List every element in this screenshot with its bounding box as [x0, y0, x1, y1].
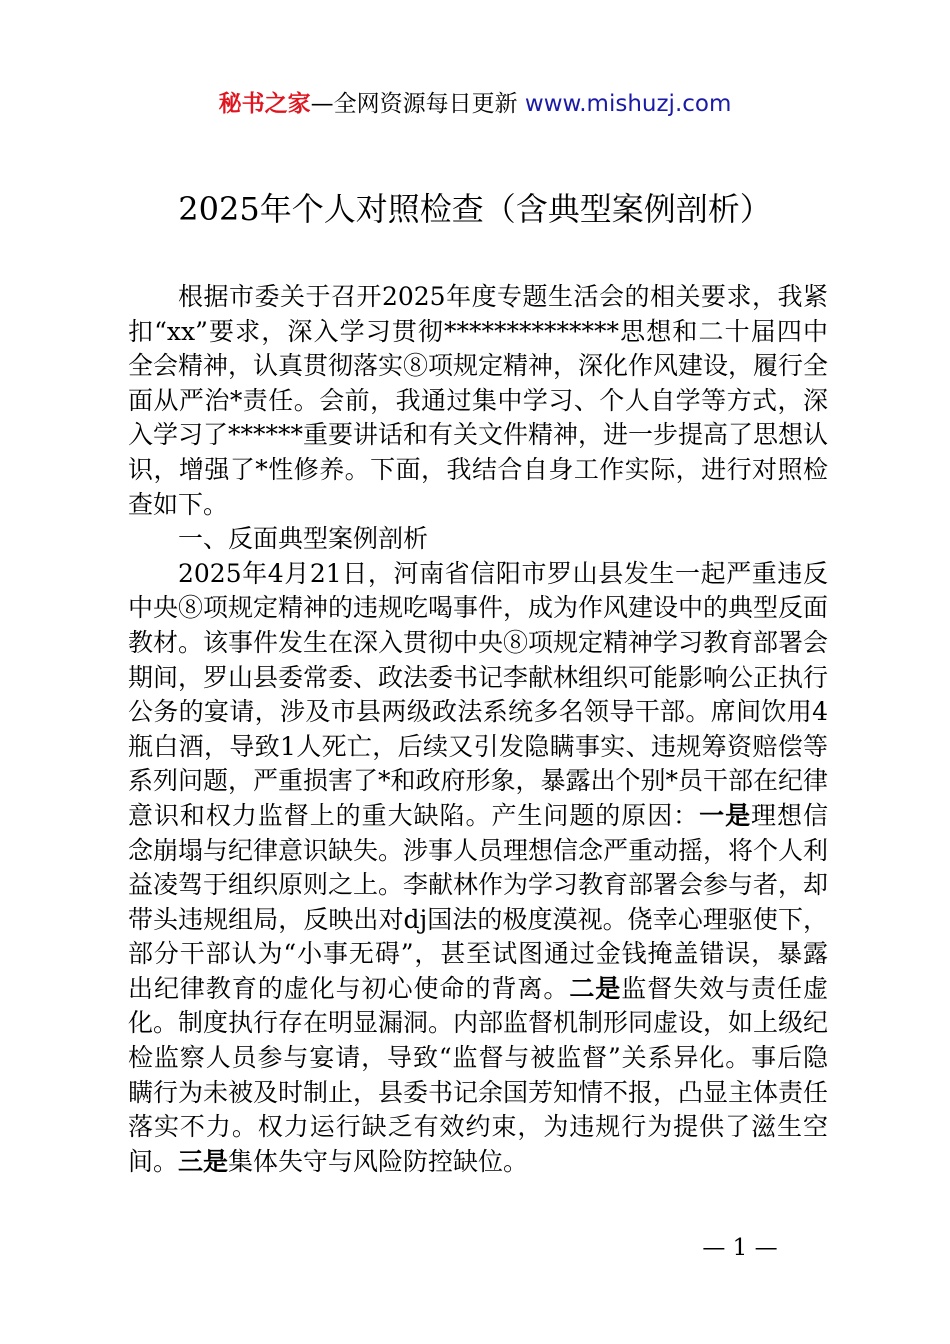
- page-number: — 1 —: [702, 1235, 778, 1261]
- cause-3-text: 集体失守与风险防控缺位。: [228, 1146, 529, 1176]
- document-body: [128, 280, 828, 1179]
- section-heading: 一、反面典型案例剖析: [178, 524, 429, 554]
- cause-1-text: 理想信念崩塌与纪律意识缺失。涉事人员理想信念严重动摇，将个人利益凌驾于组织原则之上。李献林作为学习教育部署会参与者，却带头违规组局，反映出对dj国法的极度漠视。侥幸心理驱使下，部分干部认为“小事无碍”，甚至试图通过金钱掩盖错误，暴露出纪律教育的虚化与初心使命的背离。: [128, 800, 829, 1003]
- cause-2-label: 二是: [569, 973, 622, 1003]
- intro-paragraph: 根据市委关于召开2025年度专题生活会的相关要求，我紧扣“xx”要求，深入学习贯彻**************思想和二十届四中全会精神，认真贯彻落实⑧项规定精神，深化作风建设，履行全面从严治*责任。会前，我通过集中学习、个人自学等方式，深入学习了******重要讲话和有关文件精神，进一步提高了思想认识，增强了*性修养。下面，我结合自身工作实际，进行对照检查如下。: [128, 282, 829, 519]
- site-brand: 秘书之家: [218, 91, 311, 117]
- site-slogan: —全网资源每日更新: [310, 91, 525, 117]
- cause-2-text: 监督失效与责任虚化。制度执行存在明显漏洞。内部监督机制形同虚设，如上级纪检监察人员参与宴请，导致“监督与被监督”关系异化。事后隐瞒行为未被及时制止，县委书记余国芳知情不报，凸显主体责任落实不力。权力运行缺乏有效约束，为违规行为提供了滋生空间。: [128, 973, 829, 1176]
- case-paragraph: [128, 557, 828, 1180]
- site-header: [0, 84, 950, 124]
- cause-3-label: 三是: [178, 1146, 229, 1176]
- document-title: 2025年个人对照检查（含典型案例剖析）: [178, 190, 772, 228]
- site-url-link[interactable]: www.mishuzj.com: [524, 91, 732, 117]
- case-text: 2025年4月21日，河南省信阳市罗山县发生一起严重违反中央⑧项规定精神的违规吃喝事件，成为作风建设中的典型反面教材。该事件发生在深入贯彻中央⑧项规定精神学习教育部署会期间，罗山县委常委、政法委书记李献林组织可能影响公正执行公务的宴请，涉及市县两级政法系统多名领导干部。席间饮用4瓶白酒，导致1人死亡，后续又引发隐瞒事实、违规筹资赔偿等系列问题，严重损害了*和政府形象，暴露出个别*员干部在纪律意识和权力监督上的重大缺陷。产生问题的原因：: [128, 558, 829, 830]
- cause-1-label: 一是: [699, 800, 752, 830]
